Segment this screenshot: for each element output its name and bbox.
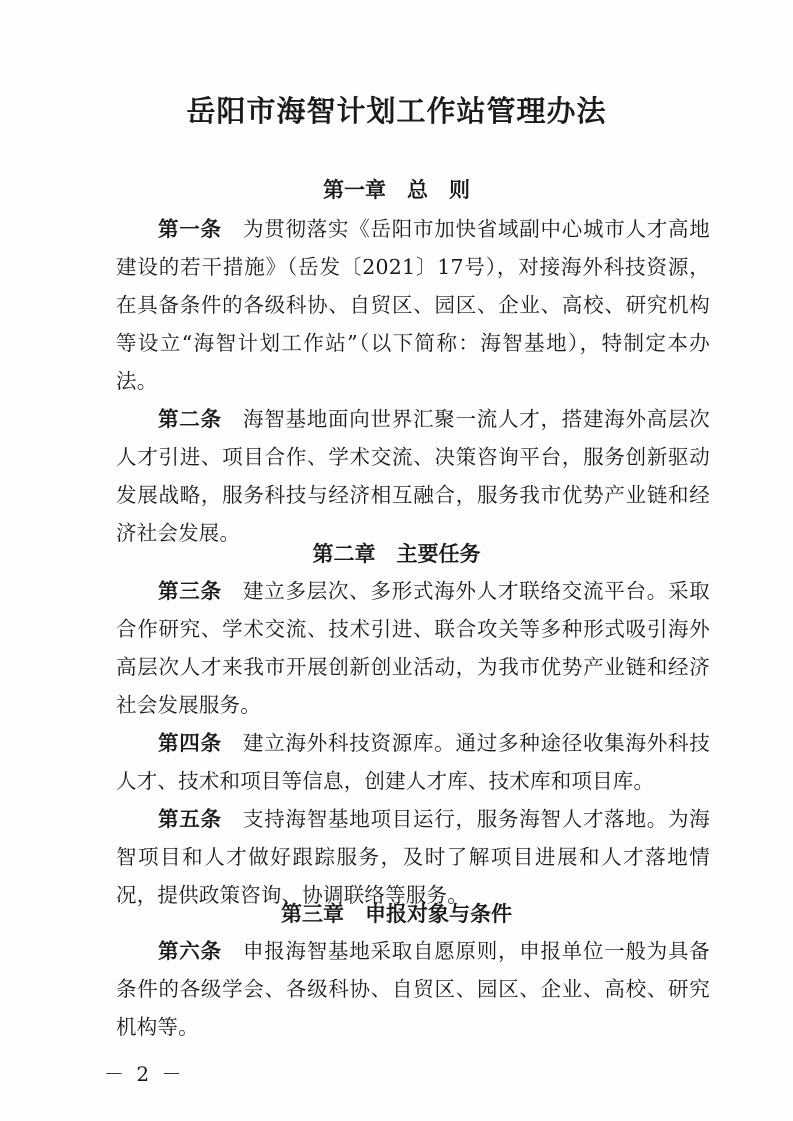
article-5 (116, 800, 710, 914)
article-2 (116, 400, 710, 552)
page-number: － 2 － (104, 1062, 185, 1086)
chapter-heading-2: 第二章 主要任务 (312, 542, 481, 566)
article-text: 建立多层次、多形式海外人才联络交流平台。采取合作研究、学术交流、技术引进、联合攻关等多种形式吸引海外高层次人才来我市开展创新创业活动，为我市优势产业链和经济社会发展服务。 (116, 579, 711, 717)
article-text: 为贯彻落实《岳阳市加快省域副中心城市人才高地建设的若干措施》（岳发〔2021〕17号），对接海外科技资源，在具备条件的各级科协、自贸区、园区、企业、高校、研究机构等设立“海智计划工作站”（以下简称：海智基地），特制定本办法。 (116, 217, 711, 393)
document-title: 岳阳市海智计划工作站管理办法 (186, 94, 607, 128)
article-text: 申报海智基地采取自愿原则，申报单位一般为具备条件的各级学会、各级科协、自贸区、园区、企业、高校、研究机构等。 (116, 939, 711, 1039)
chapter-heading-3: 第三章 申报对象与条件 (281, 902, 512, 926)
article-label: 第六条 (158, 939, 222, 963)
article-label: 第三条 (158, 579, 222, 603)
article-label: 第四条 (158, 731, 222, 755)
article-text: 支持海智基地项目运行，服务海智人才落地。为海智项目和人才做好跟踪服务，及时了解项目进展和人才落地情况，提供政策咨询、协调联络等服务。 (116, 807, 711, 907)
article-4 (116, 724, 710, 800)
article-text: 建立海外科技资源库。通过多种途径收集海外科技人才、技术和项目等信息，创建人才库、技术库和项目库。 (116, 731, 711, 793)
chapter-heading-1: 第一章 总 则 (323, 178, 470, 202)
article-1 (116, 210, 710, 400)
article-6 (116, 932, 710, 1046)
article-text: 海智基地面向世界汇聚一流人才，搭建海外高层次人才引进、项目合作、学术交流、决策咨询平台，服务创新驱动发展战略，服务科技与经济相互融合，服务我市优势产业链和经济社会发展。 (116, 407, 711, 545)
article-label: 第五条 (158, 807, 222, 831)
article-label: 第一条 (158, 217, 222, 241)
article-3 (116, 572, 710, 724)
article-label: 第二条 (158, 407, 222, 431)
